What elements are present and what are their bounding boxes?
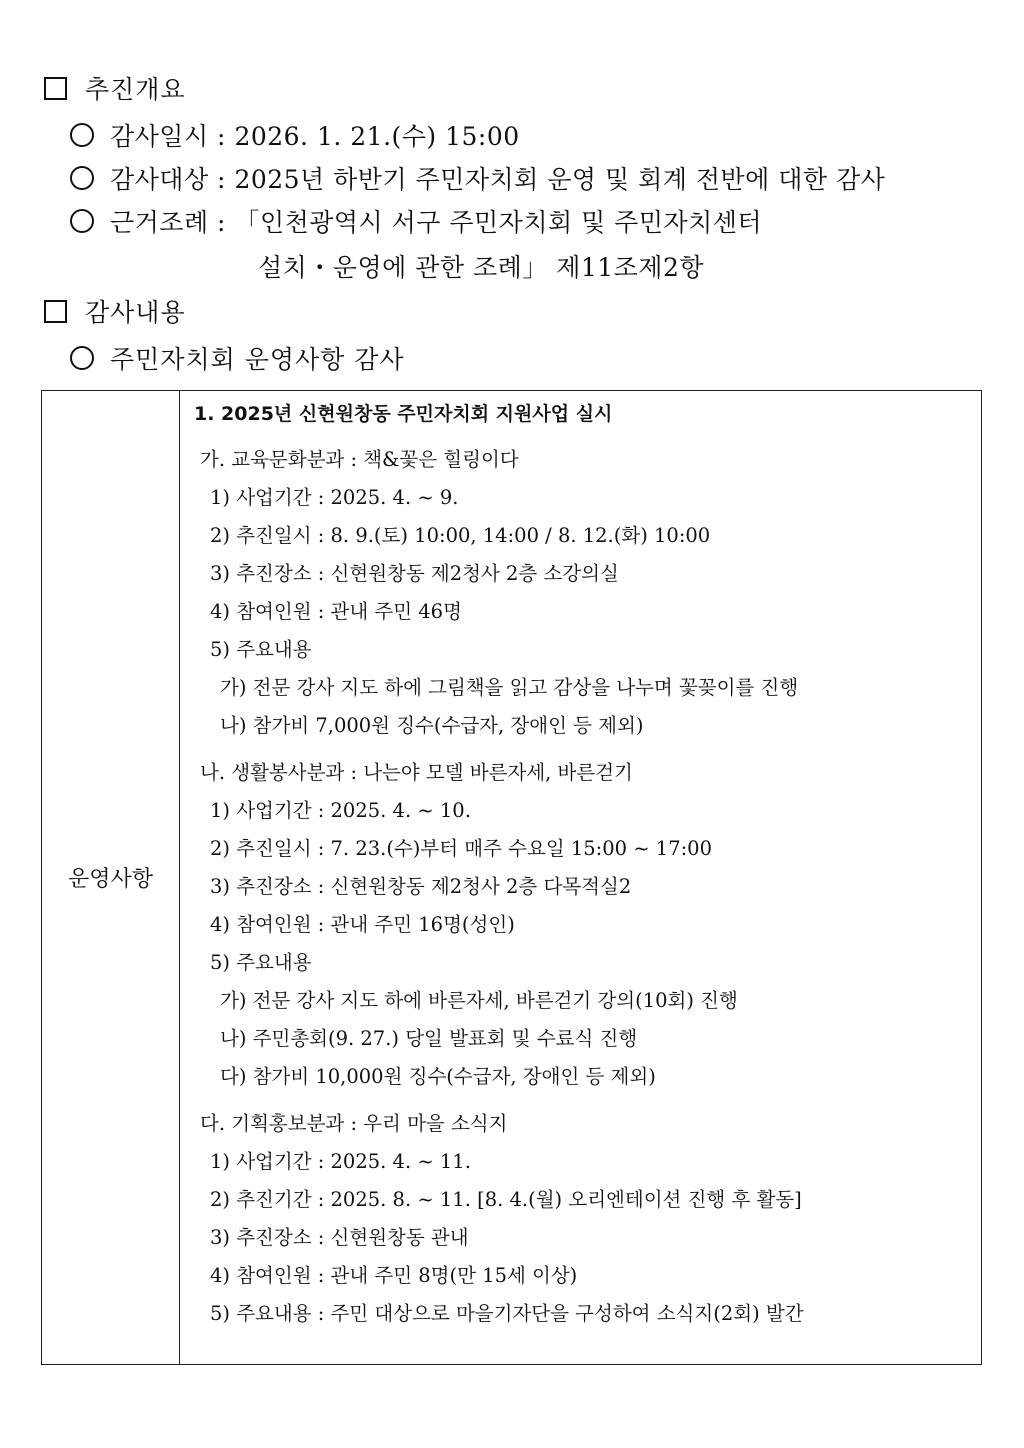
overview-heading: 추진개요 <box>44 70 186 106</box>
content-heading: 감사내용 <box>44 293 186 329</box>
section-title: 나. 생활봉사분과 : 나는야 모델 바른자세, 바른걷기 <box>200 761 633 784</box>
square-bullet-icon <box>44 77 67 100</box>
list-item: 4) 참여인원 : 관내 주민 8명(만 15세 이상) <box>210 1264 578 1287</box>
basis-value-line2: 설치・운영에 관한 조례」 제11조제2항 <box>258 253 705 282</box>
list-item: 4) 참여인원 : 관내 주민 46명 <box>210 600 462 623</box>
table-title: 1. 2025년 신현원창동 주민자치회 지원사업 실시 <box>194 403 613 425</box>
audit-target-label: 감사대상 <box>110 165 209 194</box>
content-subheading: 주민자치회 운영사항 감사 <box>70 340 405 376</box>
list-item: 5) 주요내용 : 주민 대상으로 마을기자단을 구성하여 소식지(2회) 발간 <box>210 1302 804 1325</box>
audit-date-label: 감사일시 <box>110 122 209 151</box>
list-item: 3) 추진장소 : 신현원창동 제2청사 2층 소강의실 <box>210 562 619 585</box>
table-label-cell <box>42 391 180 1365</box>
section-title: 가. 교육문화분과 : 책&꽃은 힐링이다 <box>200 448 519 471</box>
list-item: 1) 사업기간 : 2025. 4. ~ 10. <box>210 799 471 822</box>
audit-target-row: 감사대상 : 2025년 하반기 주민자치회 운영 및 회계 전반에 대한 감사 <box>70 160 885 196</box>
audit-target-value: 2025년 하반기 주민자치회 운영 및 회계 전반에 대한 감사 <box>234 165 886 194</box>
sub-list-item: 나) 참가비 7,000원 징수(수급자, 장애인 등 제외) <box>220 714 644 737</box>
sub-list-item: 가) 전문 강사 지도 하에 바른자세, 바른걷기 강의(10회) 진행 <box>220 989 738 1012</box>
operations-table <box>41 390 982 1365</box>
sub-list-item: 가) 전문 강사 지도 하에 그림책을 읽고 감상을 나누며 꽃꽂이를 진행 <box>220 676 799 699</box>
list-item: 1) 사업기간 : 2025. 4. ~ 11. <box>210 1150 471 1173</box>
audit-date-row: 감사일시 : 2026. 1. 21.(수) 15:00 <box>70 117 520 153</box>
list-item: 2) 추진일시 : 7. 23.(수)부터 매주 수요일 15:00 ~ 17:00 <box>210 837 712 860</box>
basis-label: 근거조례 <box>110 208 209 237</box>
section-title: 다. 기획홍보분과 : 우리 마을 소식지 <box>200 1112 508 1135</box>
sub-list-item: 나) 주민총회(9. 27.) 당일 발표회 및 수료식 진행 <box>220 1027 638 1050</box>
basis-value-line1: 「인천광역시 서구 주민자치회 및 주민자치센터 <box>234 208 763 237</box>
circle-bullet-icon <box>70 346 94 370</box>
circle-bullet-icon <box>70 123 94 147</box>
list-item: 5) 주요내용 <box>210 951 312 974</box>
audit-date-value: 2026. 1. 21.(수) 15:00 <box>234 122 520 151</box>
list-item: 5) 주요내용 <box>210 638 312 661</box>
square-bullet-icon <box>44 300 67 323</box>
circle-bullet-icon <box>70 209 94 233</box>
list-item: 3) 추진장소 : 신현원창동 관내 <box>210 1226 469 1249</box>
list-item: 3) 추진장소 : 신현원창동 제2청사 2층 다목적실2 <box>210 875 632 898</box>
list-item: 2) 추진일시 : 8. 9.(토) 10:00, 14:00 / 8. 12.(화) 10:00 <box>210 524 711 547</box>
list-item: 2) 추진기간 : 2025. 8. ~ 11. [8. 4.(월) 오리엔테이션 진행 후 활동] <box>210 1188 802 1211</box>
table-label: 운영사항 <box>67 867 153 892</box>
circle-bullet-icon <box>70 166 94 190</box>
table-content-cell <box>180 391 982 1365</box>
sub-list-item: 다) 참가비 10,000원 징수(수급자, 장애인 등 제외) <box>220 1065 656 1088</box>
basis-row: 근거조례 : 「인천광역시 서구 주민자치회 및 주민자치센터 <box>70 203 762 239</box>
list-item: 1) 사업기간 : 2025. 4. ~ 9. <box>210 486 459 509</box>
list-item: 4) 참여인원 : 관내 주민 16명(성인) <box>210 913 515 936</box>
